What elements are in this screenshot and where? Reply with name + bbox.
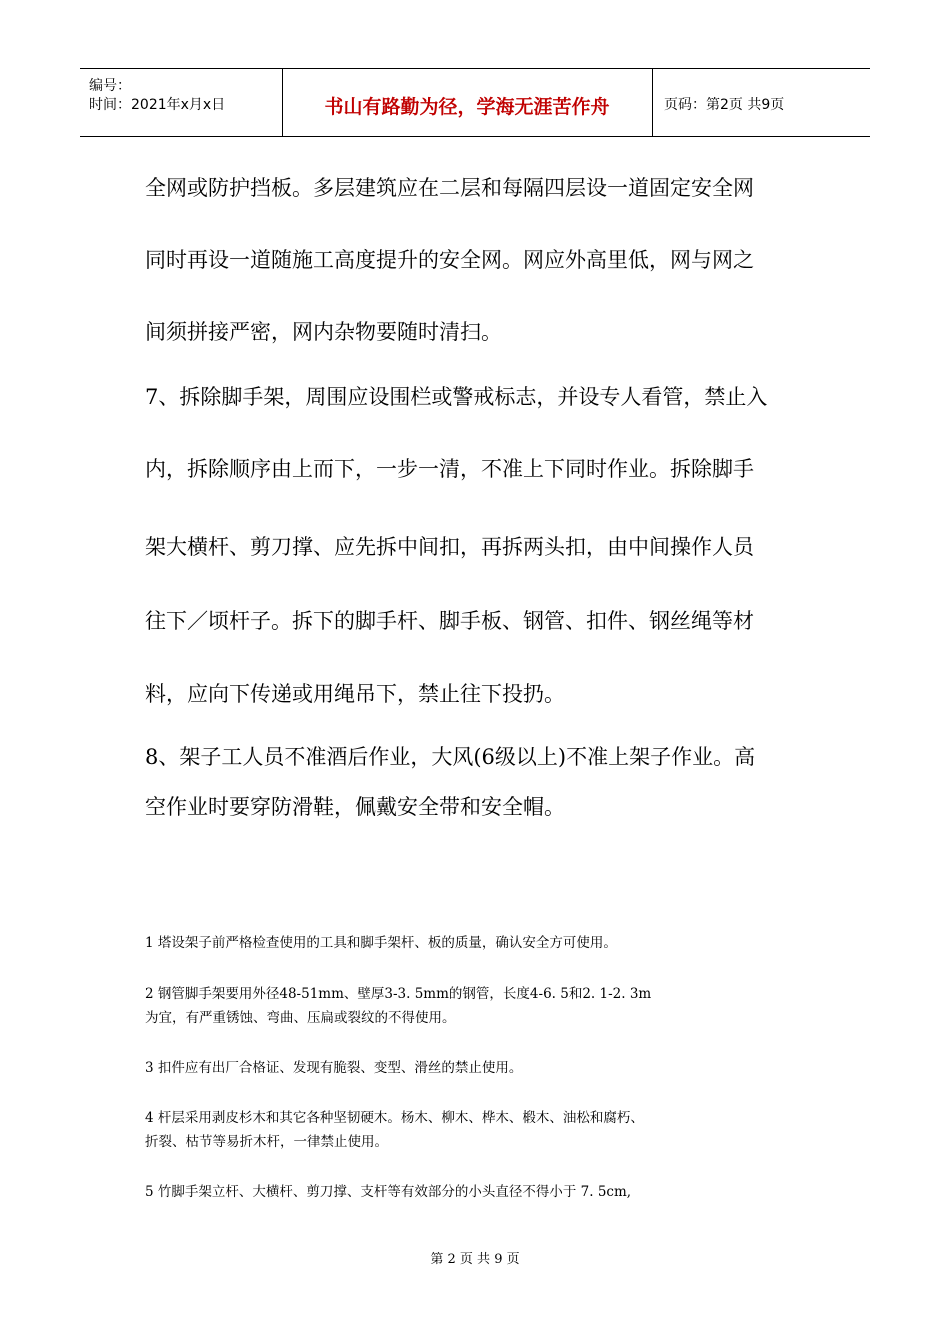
body-line: 间须拼接严密，网内杂物要随时清扫。 <box>145 320 502 344</box>
small-line: 为宜，有严重锈蚀、弯曲、压扁或裂纹的不得使用。 <box>145 1010 456 1026</box>
header-motto-cell <box>282 69 653 136</box>
body-line: 往下／顷杆子。拆下的脚手杆、脚手板、钢管、扣件、钢丝绳等材 <box>145 609 754 633</box>
body-line: 架大横杆、剪刀撑、应先拆中间扣，再拆两头扣，由中间操作人员 <box>145 535 754 559</box>
body-line: 7、拆除脚手架，周围应设围栏或警戒标志，并设专人看管，禁止入 <box>145 385 768 409</box>
small-line: 4 杆层采用剥皮杉木和其它各种坚韧硬木。杨木、柳木、桦木、椴木、油松和腐朽、 <box>145 1110 644 1126</box>
document-header <box>80 68 870 137</box>
header-meta-cell <box>80 69 283 136</box>
body-line: 全网或防护挡板。多层建筑应在二层和每隔四层设一道固定安全网 <box>145 176 754 200</box>
small-line: 5 竹脚手架立杆、大横杆、剪刀撑、支杆等有效部分的小头直径不得小于 7. 5cm, <box>145 1184 632 1200</box>
small-line: 折裂、枯节等易折木杆，一律禁止使用。 <box>145 1134 388 1150</box>
document-time-label: 时间：2021年x月x日 <box>89 97 226 113</box>
body-line: 空作业时要穿防滑鞋，佩戴安全带和安全帽。 <box>145 795 565 819</box>
page-footer: 第 2 页 共 9 页 <box>430 1252 520 1267</box>
header-motto: 书山有路勤为径，学海无涯苦作舟 <box>324 96 610 118</box>
header-page-cell <box>652 69 870 136</box>
header-page-label: 页码：第2页 共9页 <box>664 97 785 113</box>
small-line: 1 塔设架子前严格检查使用的工具和脚手架杆、板的质量，确认安全方可使用。 <box>145 935 617 951</box>
small-line: 3 扣件应有出厂合格证、发现有脆裂、变型、滑丝的禁止使用。 <box>145 1060 523 1076</box>
small-line: 2 钢管脚手架要用外径48-51mm、壁厚3-3. 5mm的钢管，长度4-6. 5和2. 1-2. 3m <box>145 986 652 1002</box>
body-line: 料，应向下传递或用绳吊下，禁止往下投扔。 <box>145 682 565 706</box>
body-line: 内，拆除顺序由上而下，一步一清，不准上下同时作业。拆除脚手 <box>145 457 754 481</box>
document-number-label: 编号： <box>89 78 131 94</box>
body-line: 同时再设一道随施工高度提升的安全网。网应外高里低，网与网之 <box>145 248 754 272</box>
body-line: 8、架子工人员不准酒后作业，大风(6级以上)不准上架子作业。高 <box>145 745 756 769</box>
